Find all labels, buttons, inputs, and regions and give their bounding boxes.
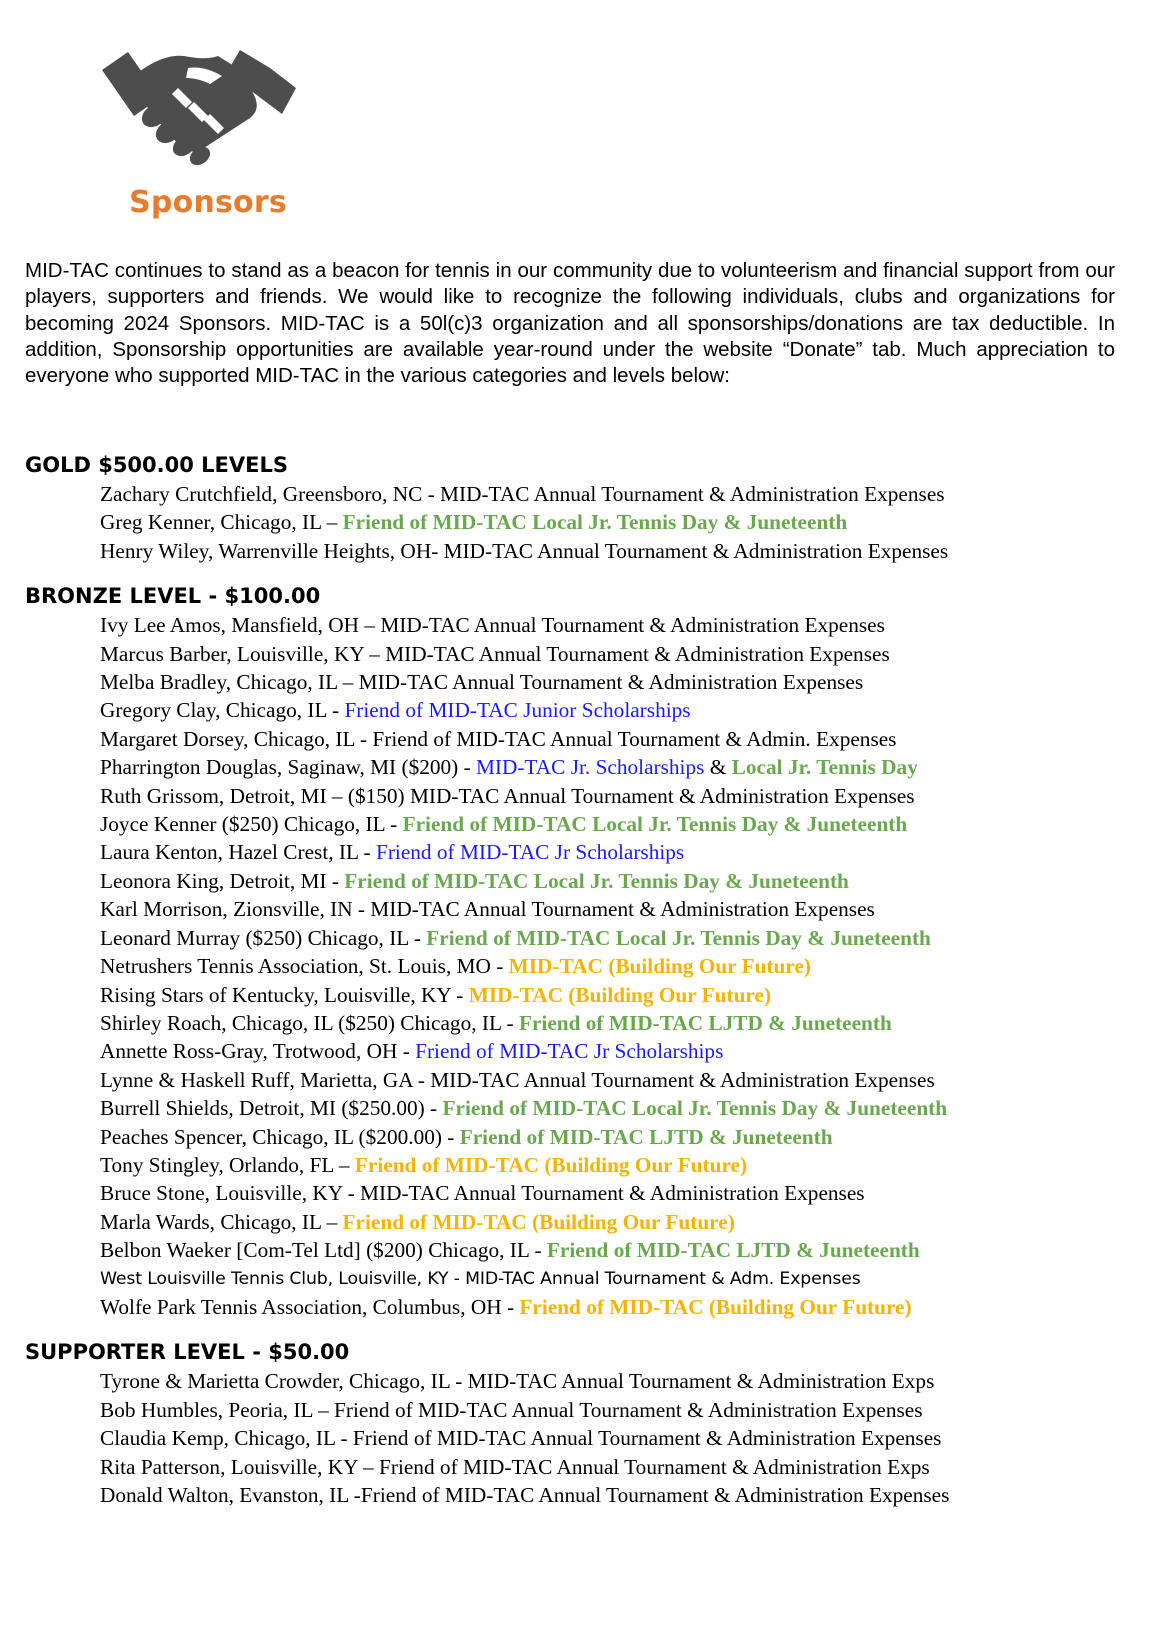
sponsor-text: Peaches Spencer, Chicago, IL ($200.00) - bbox=[100, 1124, 460, 1149]
sponsor-text: Burrell Shields, Detroit, MI ($250.00) - bbox=[100, 1096, 443, 1121]
sponsor-designation: Friend of MID-TAC (Building Our Future) bbox=[342, 1209, 735, 1234]
sponsor-text: Margaret Dorsey, Chicago, IL - Friend of MID-TAC Annual Tournament & Admin. Expenses bbox=[100, 726, 897, 751]
sponsor-entry bbox=[100, 668, 1145, 696]
sponsor-entry bbox=[100, 895, 1145, 923]
sponsor-designation: Friend of MID-TAC Local Jr. Tennis Day & Juneteenth bbox=[426, 925, 931, 950]
sponsor-entry bbox=[100, 753, 1145, 781]
sponsor-levels bbox=[25, 452, 1145, 1527]
sponsor-text: Melba Bradley, Chicago, IL – MID-TAC Annual Tournament & Administration Expenses bbox=[100, 670, 864, 695]
sponsor-designation: Friend of MID-TAC (Building Our Future) bbox=[354, 1152, 748, 1177]
sponsor-entry bbox=[100, 838, 1145, 866]
sponsor-entry bbox=[100, 1481, 1145, 1509]
sponsor-text: Ruth Grissom, Detroit, MI – ($150) MID-TAC Annual Tournament & Administration Expenses bbox=[100, 783, 915, 808]
sponsor-designation: Friend of MID-TAC Junior Scholarships bbox=[344, 698, 691, 723]
sponsor-text: Ivy Lee Amos, Mansfield, OH – MID-TAC Annual Tournament & Administration Expenses bbox=[100, 613, 885, 638]
sponsor-text: & bbox=[704, 755, 732, 780]
sponsor-text: Donald Walton, Evanston, IL -Friend of MID-TAC Annual Tournament & Administration Expenses bbox=[100, 1483, 950, 1507]
sponsor-designation: Friend of MID-TAC LJTD & Juneteenth bbox=[518, 1010, 892, 1035]
sponsor-text: Leonora King, Detroit, MI - bbox=[100, 868, 345, 893]
handshake-icon bbox=[100, 30, 300, 180]
sponsor-text: Belbon Waeker [Com-Tel Ltd] ($200) Chicago, IL - bbox=[100, 1238, 547, 1263]
sponsor-designation: Friend of MID-TAC Jr Scholarships bbox=[375, 840, 685, 865]
sponsor-text: Rising Stars of Kentucky, Louisville, KY - bbox=[100, 982, 469, 1007]
sponsor-level-section bbox=[25, 583, 1145, 1321]
sponsor-entry bbox=[100, 696, 1145, 724]
sponsor-entry bbox=[100, 1453, 1145, 1481]
sponsor-text: Laura Kenton, Hazel Crest, IL - bbox=[100, 840, 376, 865]
sponsor-text: Claudia Kemp, Chicago, IL - Friend of MID-TAC Annual Tournament & Administration Expenses bbox=[100, 1426, 942, 1451]
sponsor-entry bbox=[100, 924, 1145, 952]
sponsor-entry bbox=[100, 480, 1145, 508]
sponsor-entry bbox=[100, 1293, 1145, 1321]
level-title: BRONZE LEVEL - $100.00 bbox=[25, 584, 321, 609]
sponsor-entry bbox=[100, 640, 1145, 668]
sponsor-entry bbox=[100, 1236, 1145, 1264]
sponsor-entry bbox=[100, 611, 1145, 639]
sponsor-designation: Friend of MID-TAC Local Jr. Tennis Day & Juneteenth bbox=[442, 1096, 948, 1121]
sponsor-entry bbox=[100, 1367, 1145, 1395]
sponsor-designation: Friend of MID-TAC Local Jr. Tennis Day & Juneteenth bbox=[402, 812, 908, 837]
sponsor-text: Zachary Crutchfield, Greensboro, NC - MID-TAC Annual Tournament & Administration Expenses bbox=[100, 482, 945, 506]
sponsor-entry bbox=[100, 508, 1145, 536]
sponsor-text: Annette Ross-Gray, Trotwood, OH - bbox=[100, 1039, 416, 1064]
sponsor-entry bbox=[100, 1094, 1145, 1122]
sponsor-text: Karl Morrison, Zionsville, IN - MID-TAC Annual Tournament & Administration Expenses bbox=[100, 897, 875, 922]
sponsor-level-section bbox=[25, 1339, 1145, 1509]
sponsor-entry bbox=[100, 1009, 1145, 1037]
sponsor-list bbox=[25, 611, 1145, 1321]
sponsor-text: Netrushers Tennis Association, St. Louis, MO - bbox=[100, 954, 509, 979]
sponsor-entry bbox=[100, 1037, 1145, 1065]
sponsor-designation: Friend of MID-TAC (Building Our Future) bbox=[519, 1294, 912, 1319]
sponsor-entry bbox=[100, 1123, 1145, 1151]
sponsors-heading: Sponsors bbox=[129, 185, 287, 220]
sponsor-text: Wolfe Park Tennis Association, Columbus, OH - bbox=[100, 1294, 520, 1319]
sponsor-entry bbox=[100, 1424, 1145, 1452]
sponsor-text: Greg Kenner, Chicago, IL – bbox=[100, 510, 343, 535]
sponsor-text: Joyce Kenner ($250) Chicago, IL - bbox=[100, 812, 403, 837]
sponsor-entry bbox=[100, 782, 1145, 810]
sponsor-designation: MID-TAC (Building Our Future) bbox=[468, 982, 772, 1007]
sponsor-entry bbox=[100, 1208, 1145, 1236]
sponsor-text: West Louisville Tennis Club, Louisville, KY - MID-TAC Annual Tournament & Adm. Expenses bbox=[100, 1268, 861, 1289]
sponsor-entry bbox=[100, 952, 1145, 980]
sponsor-designation: Local Jr. Tennis Day bbox=[731, 755, 918, 780]
sponsor-entry bbox=[100, 867, 1145, 895]
sponsor-text: Shirley Roach, Chicago, IL ($250) Chicago, IL - bbox=[100, 1010, 519, 1035]
sponsor-entry bbox=[100, 537, 1145, 565]
sponsor-entry bbox=[100, 810, 1145, 838]
sponsor-text: Lynne & Haskell Ruff, Marietta, GA - MID-TAC Annual Tournament & Administration Expenses bbox=[100, 1067, 935, 1092]
sponsor-entry bbox=[100, 1151, 1145, 1179]
level-title: GOLD $500.00 LEVELS bbox=[25, 453, 289, 477]
sponsor-text: Gregory Clay, Chicago, IL - bbox=[100, 698, 345, 723]
sponsor-text: Henry Wiley, Warrenville Heights, OH- MID-TAC Annual Tournament & Administration Expenses bbox=[100, 538, 949, 563]
sponsor-designation: Friend of MID-TAC Local Jr. Tennis Day & Juneteenth bbox=[342, 510, 848, 535]
sponsor-entry bbox=[100, 1396, 1145, 1424]
sponsor-designation: Friend of MID-TAC Jr Scholarships bbox=[415, 1039, 724, 1064]
sponsor-entry bbox=[100, 1179, 1145, 1207]
sponsor-text: Tony Stingley, Orlando, FL – bbox=[100, 1152, 355, 1177]
sponsor-entry bbox=[100, 1066, 1145, 1094]
sponsor-text: Pharrington Douglas, Saginaw, MI ($200) - bbox=[100, 755, 476, 780]
sponsor-text: Rita Patterson, Louisville, KY – Friend of MID-TAC Annual Tournament & Administration Exps bbox=[100, 1454, 930, 1479]
sponsor-text: Marcus Barber, Louisville, KY – MID-TAC Annual Tournament & Administration Expenses bbox=[100, 641, 890, 666]
sponsor-text: Bruce Stone, Louisville, KY - MID-TAC Annual Tournament & Administration Expenses bbox=[100, 1181, 865, 1206]
sponsor-designation: Friend of MID-TAC LJTD & Juneteenth bbox=[459, 1124, 833, 1149]
sponsor-text: Marla Wards, Chicago, IL – bbox=[100, 1209, 343, 1234]
sponsor-designation: Friend of MID-TAC LJTD & Juneteenth bbox=[546, 1238, 920, 1263]
intro-paragraph bbox=[25, 258, 1115, 389]
sponsor-text: Bob Humbles, Peoria, IL – Friend of MID-TAC Annual Tournament & Administration Expenses bbox=[100, 1397, 923, 1422]
sponsors-logo bbox=[100, 30, 300, 230]
sponsor-entry bbox=[100, 981, 1145, 1009]
sponsor-designation: Friend of MID-TAC Local Jr. Tennis Day & Juneteenth bbox=[344, 868, 849, 893]
sponsor-list bbox=[25, 1367, 1145, 1509]
sponsor-entry bbox=[100, 725, 1145, 753]
intro-text: MID-TAC continues to stand as a beacon for tennis in our community due to volunteerism and financial support from our players, supporters and friends. We would like to recognize the following individuals, clubs and organizations for becoming 2024 Sponsors. MID-TAC is a 50l(c)3 organization and all sponsorships/donations are tax deductible. In addition, Sponsorship opportunities are available year-round under the website “Donate” tab. Much appreciation to everyone who supported MID-TAC in the various categories and levels below: bbox=[25, 259, 1115, 388]
sponsor-level-section bbox=[25, 452, 1145, 565]
level-title: SUPPORTER LEVEL - $50.00 bbox=[25, 1340, 350, 1365]
sponsor-text: Leonard Murray ($250) Chicago, IL - bbox=[100, 925, 427, 950]
sponsor-entry bbox=[100, 1265, 1145, 1293]
sponsor-list bbox=[25, 480, 1145, 565]
sponsor-designation: MID-TAC Jr. Scholarships bbox=[476, 755, 705, 780]
sponsor-text: Tyrone & Marietta Crowder, Chicago, IL - MID-TAC Annual Tournament & Administration Exps bbox=[100, 1369, 935, 1394]
sponsor-designation: MID-TAC (Building Our Future) bbox=[508, 954, 811, 979]
